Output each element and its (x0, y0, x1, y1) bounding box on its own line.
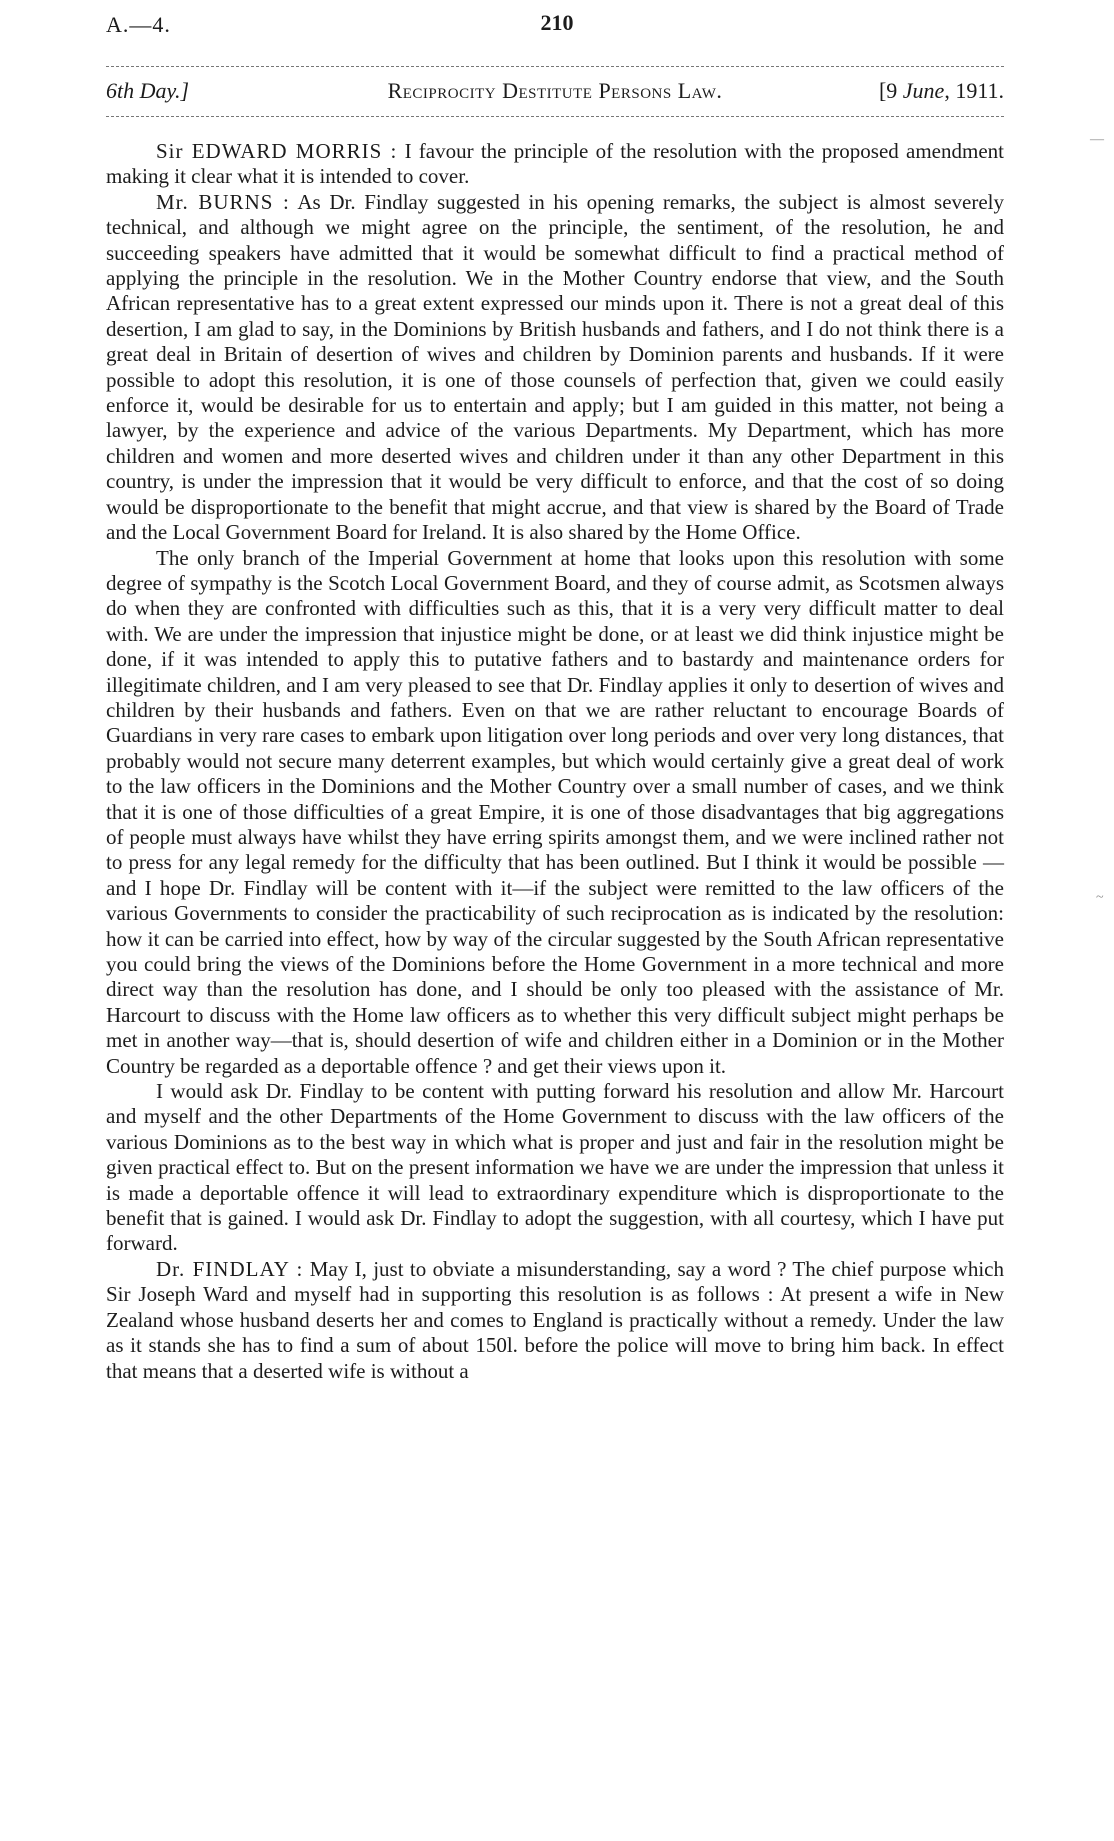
body-text (106, 139, 1004, 1384)
date-suffix: , 1911. (944, 78, 1004, 103)
speaker-name: Dr. FINDLAY : (156, 1256, 304, 1281)
date-prefix: [9 (878, 78, 903, 103)
running-head (106, 78, 1004, 110)
speaker-name: Mr. BURNS : (156, 189, 290, 214)
paragraph-text: May I, just to obviate a misunderstanding, say a word ? The chief purpose which Sir Joseph Ward and myself had in supporting this resolution is as follows : At present a wife in New Zealand whose husband deserts her and comes to England is practically without a remedy. Under the law as it stands she has to find a sum of about 150l. before the police will move to bring him back. In effect that means that a deserted wife is without a (106, 1256, 1004, 1383)
paragraph-text: I would ask Dr. Findlay to be content with putting forward his resolution and allow Mr. Harcourt and myself and the other Departments of the Home Government to discuss with the law officers of the various Dominions as to the best way in which what is proper and just and fair in the resolution might be given practical effect to. But on the present information we have we are under the impression that unless it is made a deportable offence it will lead to extraordinary expenditure which is disproportionate to the benefit that is gained. I would ask Dr. Findlay to adopt the suggestion, with all courtesy, which I have put forward. (106, 1079, 1004, 1256)
running-head-title: Reciprocity Destitute Persons Law. (387, 78, 723, 103)
paragraph-text: I favour the principle of the resolution with the proposed amendment making it clear what it is intended to cover. (106, 139, 1004, 189)
paragraph-morris (106, 139, 1004, 190)
page-top-row (0, 8, 1114, 42)
running-head-date (879, 78, 1004, 104)
date-month: June (902, 78, 945, 103)
paragraph-text: The only branch of the Imperial Government at home that looks upon this resolution with some degree of sympathy is the Scotch Local Government Board, and they of course admit, as Scotsmen always do when they are confronted with difficulties such as this, that it is a very very difficult matter to deal with. We are under the impression that injustice might be done, or at least we did think injustice might be done, if it was intended to apply this to putative fathers and to bastardy and maintenance orders for illegitimate children, and I am very pleased to see that Dr. Findlay applies it only to desertion of wives and children by their husbands and fathers. Even on that we are rather reluctant to encourage Boards of Guardians in very rare cases to embark upon litigation over long periods and over very long distances, that probably would not secure many deterrent examples, but which would certainly give a great deal of work to the law officers in the Dominions and the Mother Country over a small number of cases, and we think that it is one of those difficulties of a great Empire, it is one of those disadvantages that big aggregations of people must always have whilst they have erring spirits amongst them, and we were inclined rather not to press for any legal remedy for the difficulty that has been outlined. But I think it would be possible — and I hope Dr. Findlay will be content with it—if the subject were remitted to the law officers of the various Governments to consider the practicability of such reciprocation as is indicated by the resolution: how it can be carried into effect, how by way of the circular suggested by the South African representative you could bring the views of the Dominions before the Home Government in a more technical and more direct way than the resolution has done, and I should be only too pleased with the assistance of Mr. Harcourt to discuss with the Home law officers as to whether this very difficult subject might perhaps be met in another way—that is, should desertion of wife and children either in a Dominion or in the Mother Country be regarded as a deportable offence ? and get their views upon it. (106, 545, 1004, 1078)
speaker-name: Sir EDWARD MORRIS : (156, 139, 398, 163)
running-head-day: 6th Day.] (106, 78, 190, 103)
header-rule-top (106, 66, 1004, 67)
paragraph-burns (106, 190, 1004, 546)
paragraph-ask-findlay (106, 1079, 1004, 1257)
margin-dash-mark: ~ (1096, 890, 1104, 905)
paragraph-imperial-government (106, 546, 1004, 1080)
document-code: A.—4. (106, 12, 171, 37)
paragraph-text: As Dr. Findlay suggested in his opening remarks, the subject is almost severely technical, and although we might agree on the principle, the sentiment, of the resolution, he and succeeding speakers have admitted that it would be somewhat difficult to find a practical method of applying the principle in the resolution. We in the Mother Country endorse that view, and the South African representative has to a great extent expressed our minds upon it. There is not a great deal of this desertion, I am glad to say, in the Dominions by British husbands and fathers, and I do not think there is a great deal in Britain of desertion of wives and children by Dominion parents and husbands. If it were possible to adopt this resolution, it is one of those counsels of perfection that, given we could easily enforce it, would be desirable for us to entertain and apply; but I am guided in this matter, not being a lawyer, by the experience and advice of the various Departments. My Department, which has more children and women and more deserted wives and children under it than any other Department in this country, is under the impression that it would be very difficult to enforce, and that the cost of so doing would be disproportionate to the benefit that might accrue, and that view is shared by the Board of Trade and the Local Government Board for Ireland. It is also shared by the Home Office. (106, 189, 1005, 545)
page-number: 210 (540, 10, 574, 35)
header-rule-bottom (106, 116, 1004, 117)
margin-dash-mark: — (1090, 132, 1104, 147)
paragraph-findlay (106, 1257, 1004, 1384)
